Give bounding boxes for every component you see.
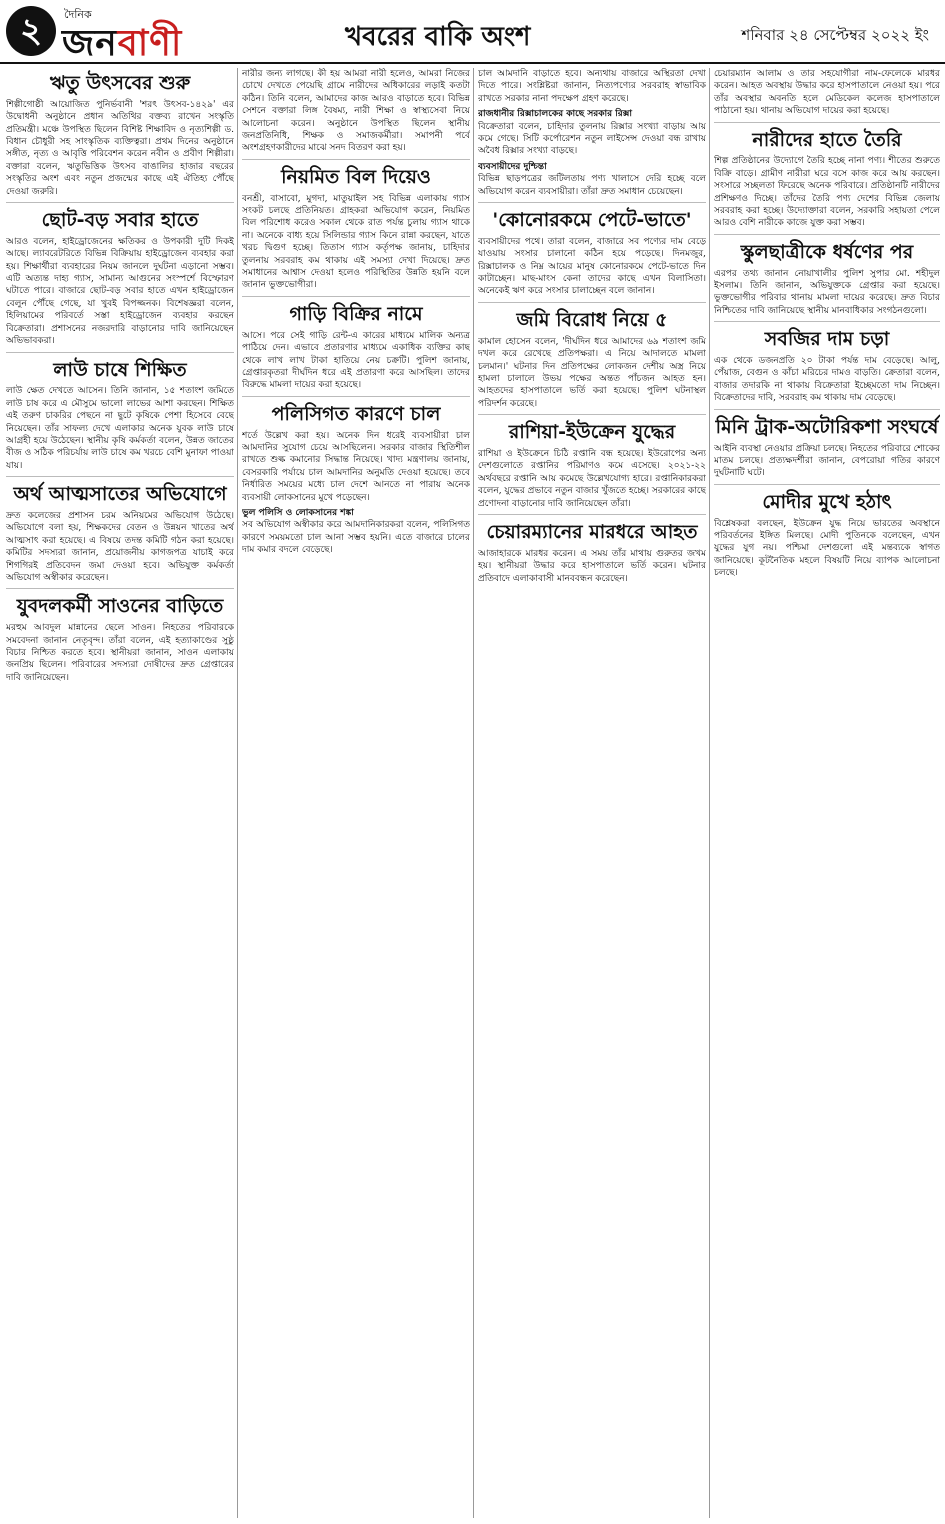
article — [478, 421, 706, 515]
column-3 — [478, 68, 706, 1518]
article-headline: যুবদলকর্মী সাওনের বাড়িতে — [16, 595, 224, 618]
article — [714, 491, 940, 584]
masthead — [0, 0, 945, 64]
article-body: কামাল হোসেন বলেন, 'দীর্ঘদিন ধরে আমাদের ৬৯ শতাংশ জমি দখল করে রেখেছে প্রতিপক্ষরা। এ নিয়ে আদালতে মামলা চলমান।' ঘটনার দিন প্রতিপক্ষের লোকজন দেশীয় অস্ত্র নিয়ে হামলা চালালে উভয় পক্ষের অন্তত পাঁচজন আহত হন। আহতদের হাসপাতালে ভর্তি করা হয়েছে। পুলিশ ঘটনাস্থল পরিদর্শন করেছে। — [478, 336, 706, 409]
page-number: ২ — [6, 6, 56, 56]
section-title: খবরের বাকি অংশ — [345, 22, 531, 52]
article — [714, 328, 940, 409]
article — [714, 241, 940, 322]
article — [6, 483, 234, 589]
article-body: মরহুম আবদুল মান্নানের ছেলে সাওন। নিহতের পরিবারকে সমবেদনা জানান নেতৃবৃন্দ। তাঁরা বলেন, এই হত্যাকাণ্ডের সুষ্ঠু বিচার নিশ্চিত করতে হবে। স্থানীয়রা জানান, সাওন এলাকায় জনপ্রিয় ছিলেন। পরিবারের সদস্যরা দোষীদের দ্রুত গ্রেপ্তারের দাবি জানিয়েছেন। — [6, 623, 234, 683]
article-headline: গাড়ি বিক্রির নামে — [289, 302, 423, 325]
article-body: বিশ্লেষকরা বলছেন, ইউক্রেন যুদ্ধ নিয়ে ভারতের অবস্থানে পরিবর্তনের ইঙ্গিত মিলছে। মোদী পুতিনকে বলেছেন, এখন যুদ্ধের যুগ নয়। পশ্চিমা দেশগুলো এই মন্তব্যকে স্বাগত জানিয়েছে। কূটনৈতিক মহলে বিষয়টি নিয়ে ব্যাপক আলোচনা চলছে। — [714, 518, 940, 579]
article-headline: নারীদের হাতে তৈরি — [752, 128, 902, 151]
article-headline: ছোট-বড় সবার হাতে — [41, 209, 199, 232]
article-body: এরপর তথ্য জানান নোয়াখালীর পুলিশ সুপার মো. শহীদুল ইসলাম। তিনি জানান, অভিযুক্তকে গ্রেপ্তার করা হয়েছে। ভুক্তভোগীর পরিবার থানায় মামলা দায়ের করেছে। দ্রুত বিচার নিশ্চিতের দাবি জানিয়েছে স্থানীয় মানবাধিকার সংগঠনগুলো। — [714, 268, 940, 316]
article — [6, 72, 234, 203]
article — [714, 416, 940, 485]
article — [242, 166, 470, 297]
article-headline: স্কুলছাত্রীকে ধর্ষণের পর — [740, 240, 914, 263]
article-headline: জমি বিরোধ নিয়ে ৫ — [516, 308, 668, 331]
column-divider — [709, 68, 710, 1518]
article-headline: মিনি ট্রাক-অটোরিকশা সংঘর্ষে — [715, 415, 939, 438]
article-headline: রাশিয়া-ইউক্রেন যুদ্ধের — [508, 421, 676, 444]
article-body: চেয়ারম্যান আলাম ও তার সহযোগীরা নাম-ফেলেকে মারধর করেন। আহত অবস্থায় উদ্ধার করে হাসপাতালে নেওয়া হয়। পরে তাঁর অবস্থার অবনতি হলে মেডিকেল কলেজ হাসপাতালে পাঠানো হয়। থানায় অভিযোগ দায়ের করা হয়েছে। — [714, 69, 940, 117]
article-body: আসে। পরে সেই গাড়ি রেন্ট-এ কারের মাধ্যমে মালিক অন্যত্র পাঠিয়ে দেন। এভাবে প্রতারণার মাধ্যমে একাধিক ব্যক্তির কাছ থেকে লাখ লাখ টাকা হাতিয়ে নেয় চক্রটি। পুলিশ জানায়, গ্রেপ্তারকৃতরা দীর্ঘদিন ধরে এই প্রতারণা করে আসছিল। তাদের বিরুদ্ধে মামলা দায়ের করা হয়েছে। — [242, 330, 470, 391]
article — [714, 129, 940, 235]
article — [6, 209, 234, 352]
article-body: চাল আমদানি বাড়াতে হবে। অন্যথায় বাজারে অস্থিরতা দেখা দিতে পারে। সংশ্লিষ্টরা জানান, নিত্যপণ্যের সরবরাহ স্বাভাবিক রাখতে সরকার নানা পদক্ষেপ গ্রহণ করেছে। — [478, 69, 706, 104]
article-headline: পলিসিগত কারণে চাল — [271, 402, 441, 425]
column-divider — [237, 68, 238, 1518]
article-headline: চেয়ারম্যানের মারধরে আহত — [486, 520, 698, 543]
article-body: আজাহারকে মারধর করেন। এ সময় তাঁর মাথায় গুরুতর জখম হয়। স্থানীয়রা উদ্ধার করে হাসপাতালে ভর্তি করেন। ঘটনার প্রতিবাদে এলাকাবাসী মানববন্ধন করেছেন। — [478, 548, 706, 584]
article-body: নারীর জন্য লাগছে। কী হয় আমরা নারী হলেও, আমরা নিজের চোখে দেখতে পেয়েছি গ্রামে নারীদের অধিকারের লড়াই কতটা কঠিন। তিনি বলেন, আমাদের কাজ আরও বাড়াতে হবে। বিভিন্ন সেশনে বক্তারা লিঙ্গ বৈষম্য, নারী শিক্ষা ও স্বাস্থ্যসেবা নিয়ে আলোচনা করেন। অনুষ্ঠানে উপস্থিত ছিলেন স্থানীয় জনপ্রতিনিধি, শিক্ষক ও সমাজকর্মীরা। সমাপনী পর্বে অংশগ্রহণকারীদের মাঝে সনদ বিতরণ করা হয়। — [242, 69, 470, 154]
article — [478, 521, 706, 589]
article-body: আইনি ব্যবস্থা নেওয়ার প্রক্রিয়া চলছে। নিহতের পরিবারে শোকের মাতম চলছে। প্রত্যক্ষদর্শীরা জানান, বেপরোয়া গতির কারণে দুর্ঘটনাটি ঘটে। — [714, 443, 940, 479]
article-body: বিক্রেতারা বলেন, চাহিদার তুলনায় রিক্সার সংখ্যা বাড়ায় আয় কমে গেছে। সিটি কর্পোরেশন নতুন লাইসেন্স দেওয়া বন্ধ রাখায় অবৈধ রিক্সার সংখ্যা বাড়ছে। — [478, 121, 706, 157]
column-2 — [242, 68, 470, 1518]
article — [714, 68, 940, 123]
article-headline: নিয়মিত বিল দিয়েও — [281, 165, 431, 188]
article-body: এক থেকে ডজনপ্রতি ২০ টাকা পর্যন্ত দাম বেড়েছে। আলু, পেঁয়াজ, বেগুন ও কাঁচা মরিচের দামও বাড়তি। ক্রেতারা বলেন, বাজার তদারকি না থাকায় বিক্রেতারা ইচ্ছেমতো দাম নিচ্ছেন। বিক্রেতাদের দাবি, সরবরাহ কম থাকায় দাম বেড়েছে। — [714, 356, 940, 404]
article-subhead: ব্যবসায়ীদের দুশ্চিন্তা — [478, 161, 547, 172]
article-body: বনশ্রী, বাসাবো, মুগদা, মাতুয়াইল সহ বিভিন্ন এলাকায় গ্যাস সংকট চলছে প্রতিনিয়ত। গ্রাহকরা অভিযোগ করেন, নিয়মিত বিল পরিশোধ করেও সকাল থেকে রাত পর্যন্ত চুলায় গ্যাস থাকে না। অনেকে বাধ্য হয়ে সিলিন্ডার গ্যাস কিনে রান্না করছেন, যাতে খরচ দ্বিগুণ হচ্ছে। তিতাস গ্যাস কর্তৃপক্ষ জানায়, চাহিদার তুলনায় সরবরাহ কম থাকায় এই সমস্যা দেখা দিয়েছে। দ্রুত সমাধানের আশ্বাস দেওয়া হলেও পরিস্থিতির উন্নতি হয়নি বলে জানান ভুক্তভোগীরা। — [242, 193, 470, 291]
article-body: বিভিন্ন ছাড়পত্রের জটিলতায় পণ্য খালাসে দেরি হচ্ছে বলে অভিযোগ করেন ব্যবসায়ীরা। তাঁরা দ্রুত সমাধান চেয়েছেন। — [478, 174, 706, 197]
article — [478, 68, 706, 203]
dateline: শনিবার ২৪ সেপ্টেম্বর ২০২২ ইং — [741, 26, 929, 44]
article-body: ব্যবসায়ীদের পথে। তারা বলেন, বাজারে সব পণ্যের দাম বেড়ে যাওয়ায় সংসার চালানো কঠিন হয়ে পড়েছে। দিনমজুর, রিক্সাচালক ও নিম্ন আয়ের মানুষ কোনোরকমে পেটে-ভাতে দিন কাটাচ্ছেন। মাছ-মাংস কেনা তাদের কাছে এখন বিলাসিতা। অনেকেই ঋণ করে সংসার চালাচ্ছেন বলে জানান। — [478, 236, 706, 297]
article — [6, 595, 234, 688]
article-headline: 'কোনোরকমে পেটে-ভাতে' — [492, 209, 692, 232]
article-headline: অর্থ আত্মসাতের অভিযোগে — [13, 483, 227, 506]
article-body: শর্তে উল্লেখ করা হয়। অনেক দিন ধরেই ব্যবসায়ীরা চাল আমদানির সুযোগ চেয়ে আসছিলেন। সরকার বাজার স্থিতিশীল রাখতে শুল্ক কমানোর সিদ্ধান্ত নিয়েছে। খাদ্য মন্ত্রণালয় জানায়, বেসরকারি পর্যায়ে চাল আমদানির অনুমতি দেওয়া হয়েছে। তবে নির্ধারিত সময়ের মধ্যে চাল দেশে আনতে না পারায় অনেক ব্যবসায়ী লোকসানের মুখে পড়েছেন। — [242, 430, 470, 503]
article-body: শিল্পীগোষ্ঠী আয়োজিত পুনির্ভবানী 'শরৎ উৎসব-১৪২৯' এর উদ্বোধনী অনুষ্ঠানে প্রধান অতিথির বক্তব্য রাখেন সংস্কৃতি প্রতিমন্ত্রী। মঞ্চে উপস্থিত ছিলেন বিশিষ্ট শিক্ষাবিদ ও নৃত্যশিল্পী ড. বিধান চৌধুরী সহ সাংস্কৃতিক ব্যক্তিত্বরা। প্রথম দিনের অনুষ্ঠানে সঙ্গীত, নৃত্য ও আবৃত্তি পরিবেশন করেন নবীন ও প্রবীণ শিল্পীরা। বক্তারা বলেন, ঋতুভিত্তিক উৎসব বাঙালির হাজার বছরের সংস্কৃতির অংশ এবং নতুন প্রজন্মের কাছে এই ঐতিহ্য পৌঁছে দেওয়া জরুরি। — [6, 99, 234, 197]
article — [6, 359, 234, 478]
dainik-label: দৈনিক — [64, 8, 92, 21]
article — [242, 68, 470, 160]
article-body: আরও বলেন, হাইড্রোজেনের ক্ষতিকর ও উপকারী দুটি দিকই আছে। ল্যাবরেটরিতে বিভিন্ন বিক্রিয়ায় হাইড্রোজেন ব্যবহার করা হয়। শিক্ষার্থীরা ব্যবহারের নিয়ম জানলে দুর্ঘটনা এড়ানো সম্ভব। এটি অত্যন্ত দাহ্য গ্যাস, সামান্য আগুনের সংস্পর্শে বিস্ফোরণ ঘটাতে পারে। বাজারে ছোট-বড় সবার হাতে এখন হাইড্রোজেন বেলুন পৌঁছে গেছে, যা খুবই বিপজ্জনক। বিশেষজ্ঞরা বলেন, হিলিয়ামের পরিবর্তে সস্তা হাইড্রোজেন ব্যবহার করছেন বিক্রেতারা। প্রশাসনের নজরদারি বাড়ানোর দাবি জানিয়েছেন অভিভাবকরা। — [6, 236, 234, 347]
article-headline: লাউ চাষে শিক্ষিত — [53, 358, 187, 381]
article — [242, 303, 470, 397]
article-headline: ঋতু উৎসবের শুরু — [49, 72, 191, 94]
article — [242, 403, 470, 561]
logo-part-2: বাণী — [117, 23, 183, 64]
article-body: দ্রুত কলেজের প্রশাসন চরম অনিয়মের অভিযোগ উঠেছে। অভিযোগে বলা হয়, শিক্ষকদের বেতন ও উন্নয়ন খাতের অর্থ আত্মসাৎ করা হয়েছে। এ বিষয়ে তদন্ত কমিটি গঠন করা হয়েছে। কমিটির সদস্যরা জানান, প্রয়োজনীয় কাগজপত্র যাচাই করে শিগগিরই প্রতিবেদন জমা দেওয়া হবে। অভিযুক্ত কর্মকর্তা অভিযোগ অস্বীকার করেছেন। — [6, 510, 234, 583]
column-divider — [473, 68, 474, 1518]
article-headline: সবজির দাম চড়া — [764, 328, 890, 351]
article-subhead: ভুল পলিসি ও লোকসানের শঙ্কা — [242, 507, 354, 518]
article-body: সব অভিযোগ অস্বীকার করে আমদানিকারকরা বলেন, পলিসিগত কারণে সময়মতো চাল আনা সম্ভব হয়নি। এতে বাজারে চালের দাম কমার বদলে বেড়েছে। — [242, 520, 470, 556]
article-body: শিল্প প্রতিষ্ঠানের উদ্যোগে তৈরি হচ্ছে নানা পণ্য। শীতের শুরুতে বিক্রি বাড়ে। গ্রামীণ নারীরা ঘরে বসে কাজ করে আয় করছেন। সংসারে সচ্ছলতা ফিরেছে অনেক পরিবারে। প্রতিষ্ঠানটি নারীদের প্রশিক্ষণও দিচ্ছে। তাঁদের তৈরি পণ্য দেশের বিভিন্ন জেলায় সরবরাহ করা হচ্ছে। উদ্যোক্তারা বলেন, সরকারি সহায়তা পেলে আরও বেশি নারীকে কাজে যুক্ত করা সম্ভব। — [714, 156, 940, 229]
column-1 — [6, 68, 234, 1518]
article-headline: মোদীর মুখে হঠাৎ — [762, 490, 892, 513]
article — [478, 309, 706, 415]
newspaper-logo — [62, 16, 182, 76]
article-body: রাশিয়া ও ইউক্রেনে চিঠি রপ্তানি বন্ধ হয়েছে। ইউরোপের অন্য দেশগুলোতে রপ্তানির পরিমাণও কমে এসেছে। ২০২১-২২ অর্থবছরে রপ্তানি আয় কমেছে উল্লেখযোগ্য হারে। রপ্তানিকারকরা বলেন, যুদ্ধের প্রভাবে নতুন বাজার খুঁজতে হচ্ছে। সরকারের কাছে প্রণোদনা বাড়ানোর দাবি জানিয়েছেন তাঁরা। — [478, 448, 706, 509]
article — [478, 209, 706, 303]
article-body: লাউ ক্ষেত দেখতে আসেন। তিনি জানান, ১৫ শতাংশ জমিতে লাউ চাষ করে এ মৌসুমে ভালো লাভের আশা করছেন। শিক্ষিত এই তরুণ চাকরির পেছনে না ছুটে কৃষিকে পেশা হিসেবে বেছে নিয়েছেন। তাঁর সাফল্য দেখে এলাকার অনেক যুবক লাউ চাষে আগ্রহী হয়ে উঠেছেন। স্থানীয় কৃষি কর্মকর্তা বলেন, উন্নত জাতের বীজ ও সঠিক পরিচর্যায় লাউ চাষে কম খরচে বেশি মুনাফা পাওয়া যায়। — [6, 386, 234, 471]
column-4 — [714, 68, 940, 1518]
article-subhead: রাজধানীর রিক্সাচালকের কাছে সরকার রিক্সা — [478, 109, 632, 120]
logo-part-1: জন — [62, 23, 118, 64]
